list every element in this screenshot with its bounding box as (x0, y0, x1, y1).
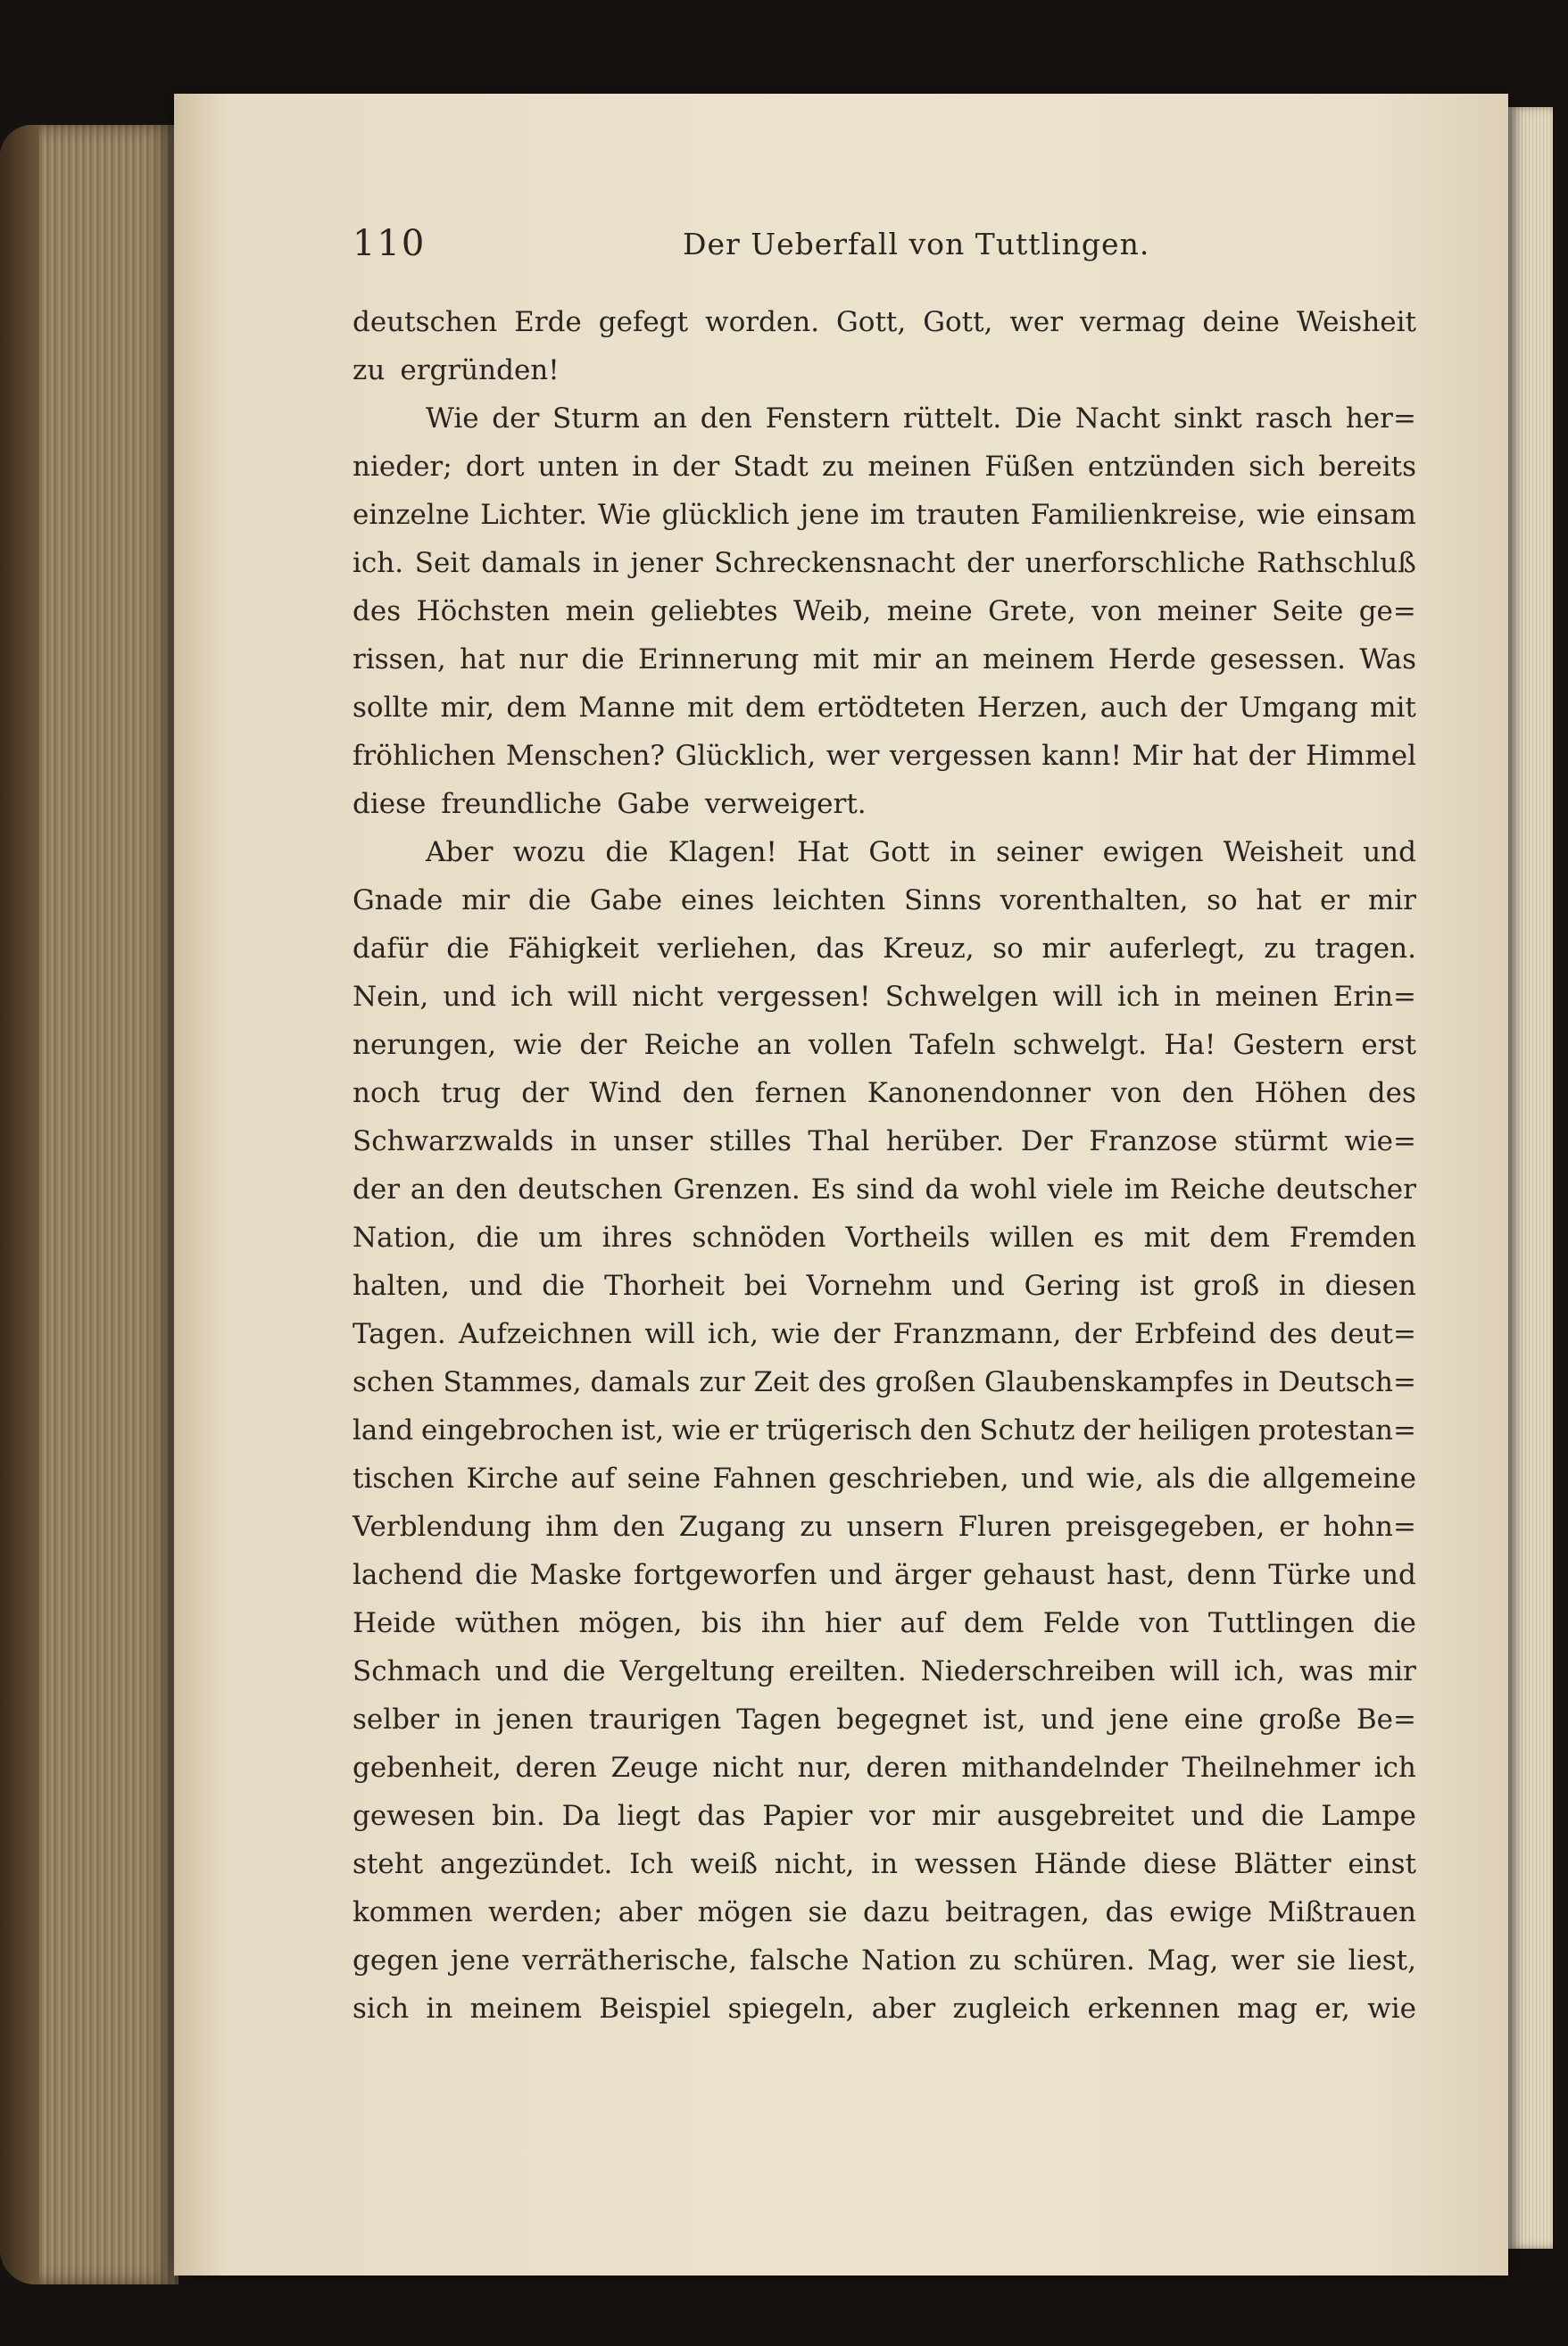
text-line: Tagen. Aufzeichnen will ich, wie der Franzmann, der Erbfeind des deut= (353, 1318, 1416, 1350)
text-line: land eingebrochen ist, wie er trügerisch den Schutz der heiligen protestan= (353, 1414, 1416, 1447)
book-cover-edge (0, 125, 39, 2284)
text-line: des Höchsten mein geliebtes Weib, meine Grete, von meiner Seite ge= (353, 595, 1416, 627)
text-line: sollte mir, dem Manne mit dem ertödteten Herzen, auch der Umgang mit (353, 692, 1416, 724)
body-text (353, 298, 1416, 2033)
book-page-edges-left (0, 125, 178, 2284)
text-line: noch trug der Wind den fernen Kanonendonner von den Höhen des (353, 1077, 1416, 1109)
text-line: nieder; dort unten in der Stadt zu meinen Füßen entzünden sich bereits (353, 451, 1416, 483)
text-line: halten, und die Thorheit bei Vornehm und Gering ist groß in diesen (353, 1270, 1416, 1302)
text-line: gewesen bin. Da liegt das Papier vor mir ausgebreitet und die Lampe (353, 1800, 1416, 1832)
text-line: fröhlichen Menschen? Glücklich, wer vergessen kann! Mir hat der Himmel (353, 740, 1416, 772)
text-line: ich. Seit damals in jener Schreckensnacht der unerforschliche Rathschluß (353, 547, 1416, 579)
page-header-title: Der Ueberfall von Tuttlingen. (683, 227, 1150, 261)
text-line: kommen werden; aber mögen sie dazu beitragen, das ewige Mißtrauen (353, 1896, 1416, 1928)
text-line: zu ergründen! (353, 354, 560, 386)
text-line: Nation, die um ihres schnöden Vortheils willen es mit dem Fremden (353, 1222, 1416, 1254)
text-line: tischen Kirche auf seine Fahnen geschrieben, und wie, als die allgemeine (353, 1463, 1416, 1495)
text-line: dafür die Fähigkeit verliehen, das Kreuz, so mir auferlegt, zu tragen. (353, 933, 1416, 965)
text-line: Heide wüthen mögen, bis ihn hier auf dem Felde von Tuttlingen die (353, 1607, 1416, 1639)
text-line: der an den deutschen Grenzen. Es sind da wohl viele im Reiche deutscher (353, 1173, 1416, 1206)
text-line: Nein, und ich will nicht vergessen! Schwelgen will ich in meinen Erin= (353, 981, 1416, 1013)
text-line: einzelne Lichter. Wie glücklich jene im trauten Familienkreise, wie einsam (353, 499, 1416, 531)
book-page-edges-right (1508, 107, 1553, 2249)
text-line: sich in meinem Beispiel spiegeln, aber zugleich erkennen mag er, wie (353, 1993, 1416, 2025)
text-line: nerungen, wie der Reiche an vollen Tafeln schwelgt. Ha! Gestern erst (353, 1029, 1416, 1061)
running-head (353, 223, 1423, 277)
text-line: schen Stammes, damals zur Zeit des großen Glaubenskampfes in Deutsch= (353, 1366, 1416, 1398)
text-line: steht angezündet. Ich weiß nicht, in wessen Hände diese Blätter einst (353, 1848, 1416, 1880)
text-line: rissen, hat nur die Erinnerung mit mir an meinem Herde gesessen. Was (353, 643, 1416, 676)
text-line: Gnade mir die Gabe eines leichten Sinns vorenthalten, so hat er mir (353, 884, 1416, 916)
text-line: Aber wozu die Klagen! Hat Gott in seiner ewigen Weisheit und (426, 836, 1416, 868)
text-line: Schwarzwalds in unser stilles Thal herüber. Der Franzose stürmt wie= (353, 1125, 1416, 1157)
text-line: Schmach und die Vergeltung ereilten. Niederschreiben will ich, was mir (353, 1655, 1416, 1687)
text-line: Verblendung ihm den Zugang zu unsern Fluren preisgegeben, er hohn= (353, 1511, 1416, 1543)
page-number: 110 (353, 223, 427, 264)
text-line: gebenheit, deren Zeuge nicht nur, deren mithandelnder Theilnehmer ich (353, 1752, 1416, 1784)
text-line: selber in jenen traurigen Tagen begegnet ist, und jene eine große Be= (353, 1704, 1416, 1736)
text-line: deutschen Erde gefegt worden. Gott, Gott, wer vermag deine Weisheit (353, 306, 1416, 338)
text-line: diese freundliche Gabe verweigert. (353, 788, 867, 820)
text-line: Wie der Sturm an den Fenstern rüttelt. Die Nacht sinkt rasch her= (426, 402, 1416, 435)
text-line: gegen jene verrätherische, falsche Nation zu schüren. Mag, wer sie liest, (353, 1944, 1416, 1977)
text-line: lachend die Maske fortgeworfen und ärger gehaust hast, denn Türke und (353, 1559, 1416, 1591)
